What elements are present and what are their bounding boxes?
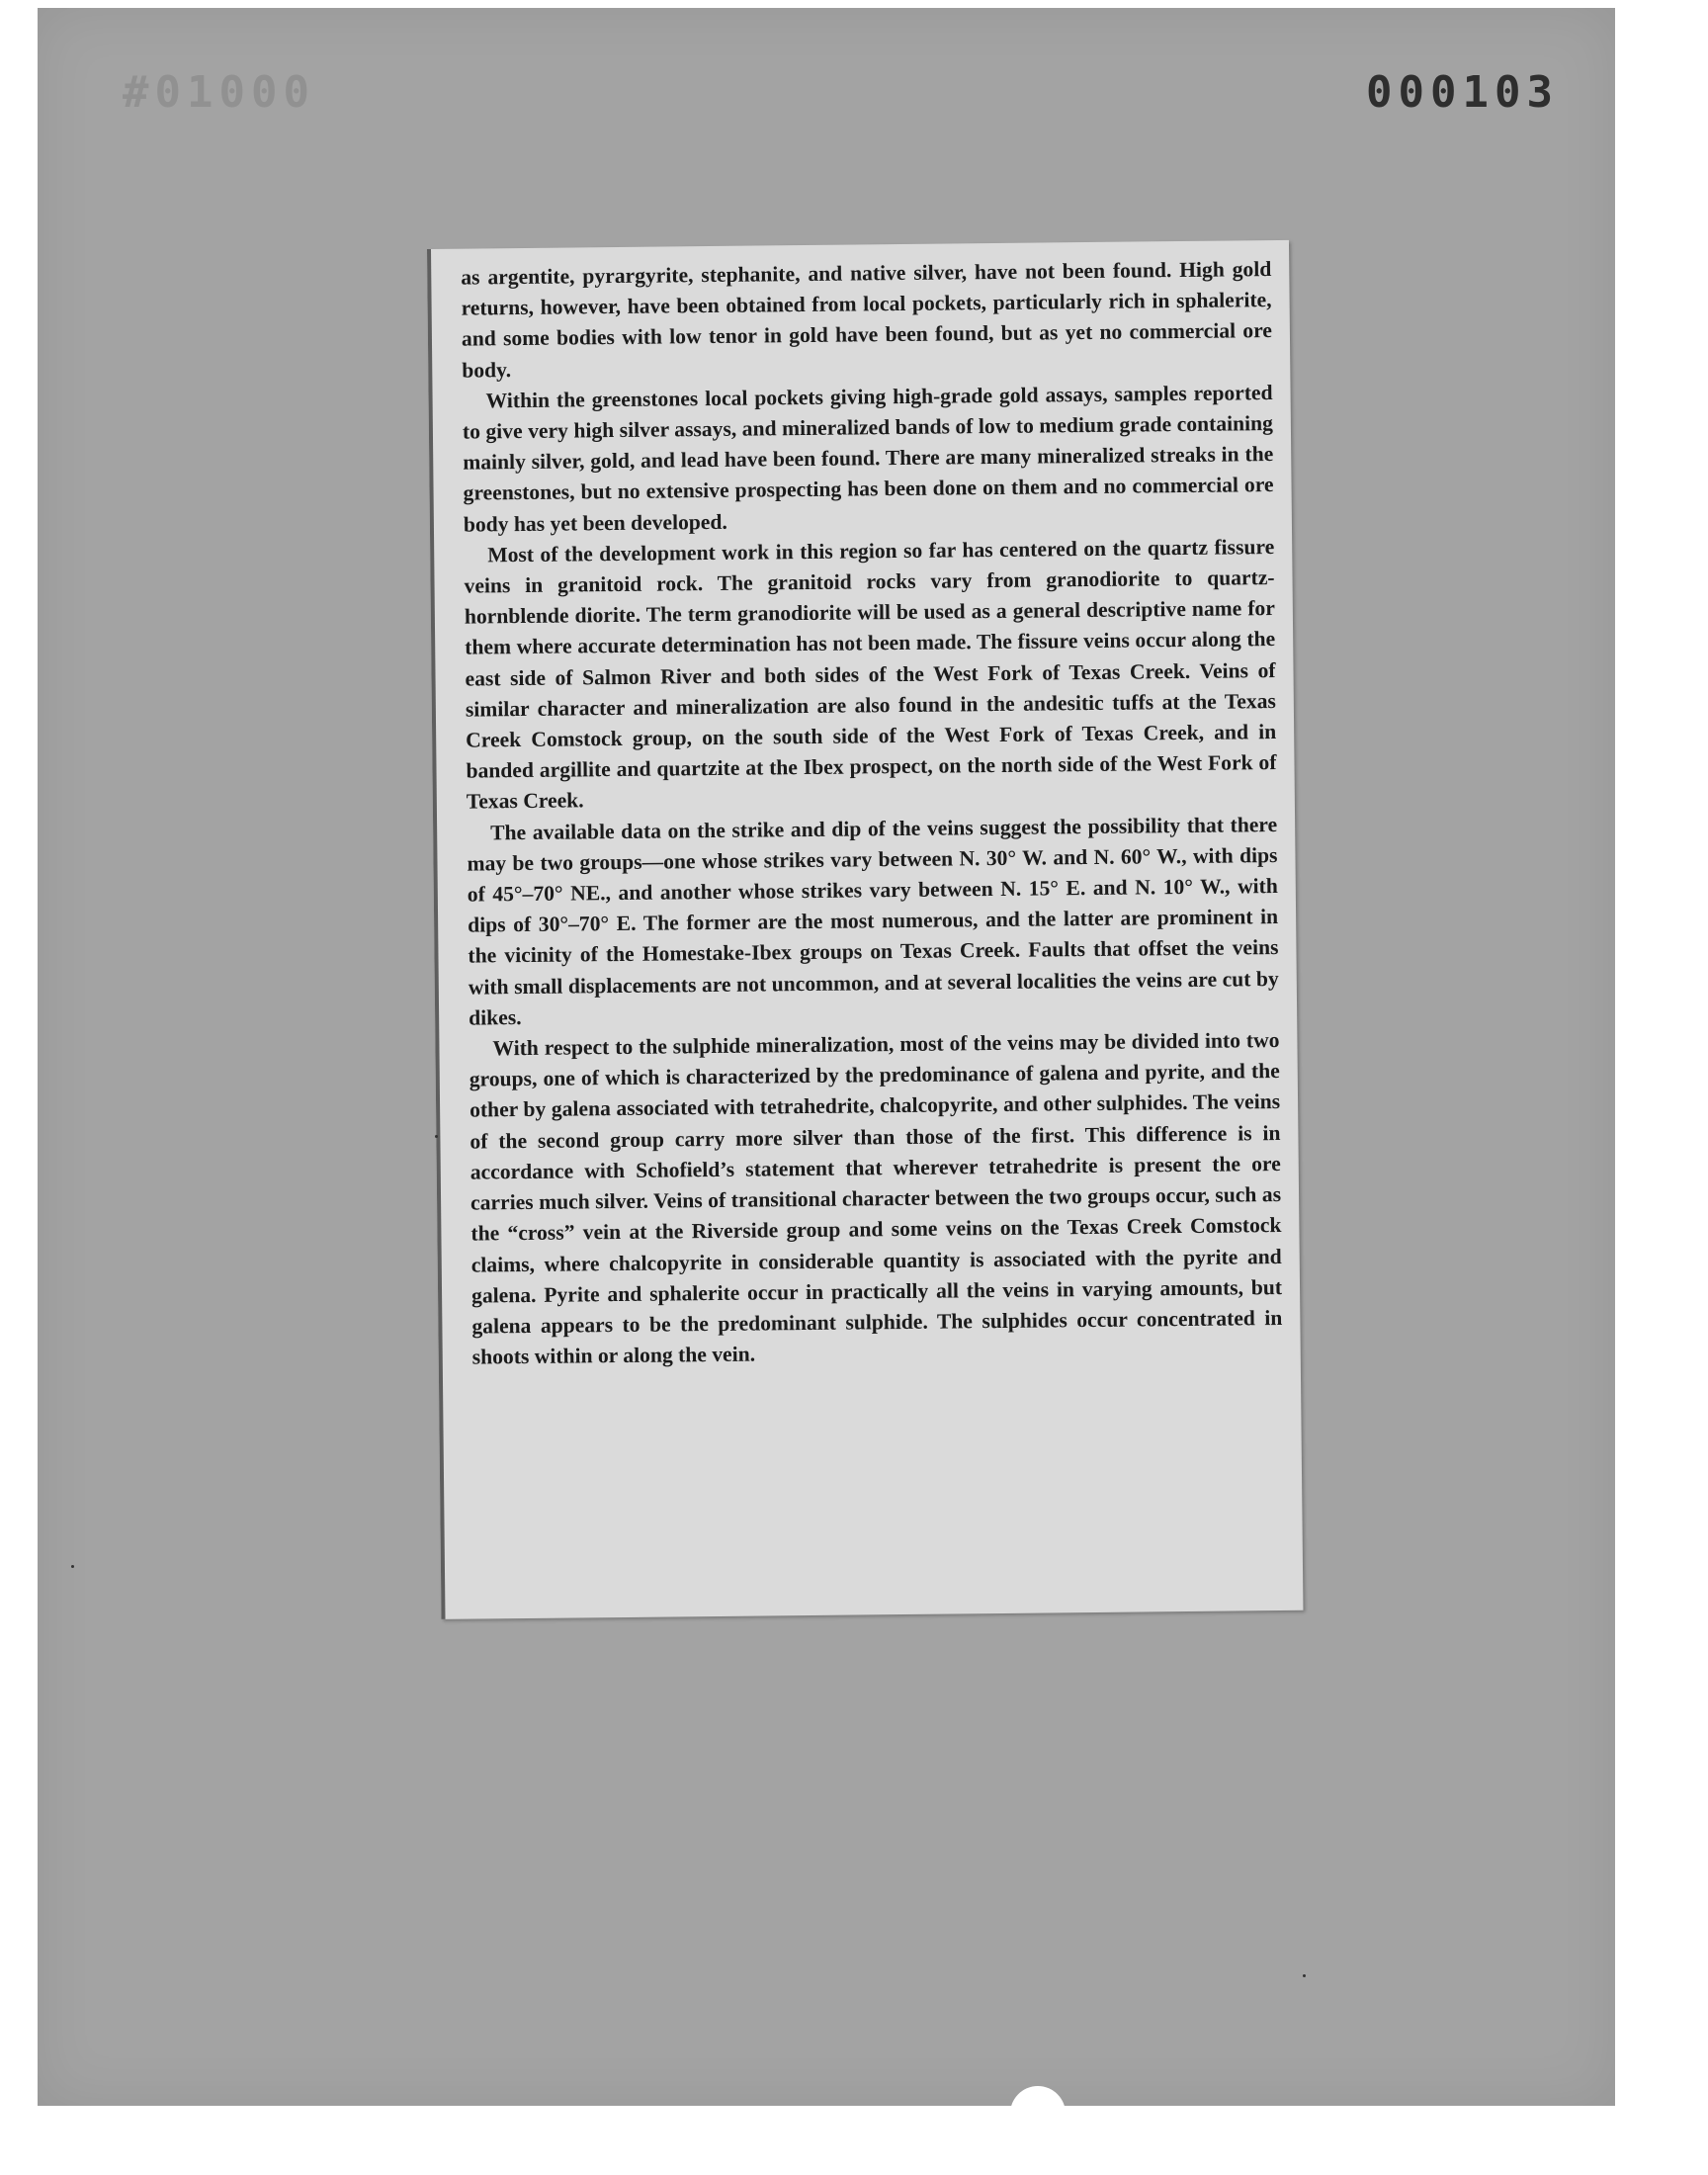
paragraph-1: as argentite, pyrargyrite, stephanite, and native silver, have not been found. High gold returns, however, have been obtained from local pockets, particularly rich in sphalerite, and some bodies with low tenor in gold have been found, but as yet no commercial ore body.: [461, 257, 1273, 383]
dust-speck: [1303, 1974, 1306, 1977]
paragraph-4: The available data on the strike and dip of the veins suggest the possibility that there may be two groups—one whose strikes vary between N. 30° W. and N. 60° W., with dips of 45°–70° NE., and another whose strikes vary between N. 15° E. and N. 10° W., with dips of 30°–70° E. The former are the most numerous, and the latter are prominent in the vicinity of the Homestake-Ibex groups on Texas Creek. Faults that offset the veins with small displacements are not uncommon, and at several localities the veins are cut by dikes.: [467, 812, 1279, 1030]
paragraph-5: With respect to the sulphide mineralization, most of the veins may be divided into two groups, one of which is characterized by the predominance of galena and pyrite, and the other by galena associated with tetrahedrite, chalcopyrite, and other sulphides. The veins of the second group carry more silver than those of the first. This difference is in accordance with Schofield’s statement that wherever tetrahedrite is present the ore carries much silver. Veins of transitional character between the two groups occur, such as the “cross” vein at the Riverside group and some veins on the Texas Creek Comstock claims, where chalcopyrite in considerable quantity is associated with the pyrite and galena. Pyrite and sphalerite occur in practically all the veins in varying amounts, but galena appears to be the predominant sulphide. The sulphides occur concentrated in shoots within or along the vein.: [469, 1028, 1283, 1369]
text-clipping: [427, 240, 1303, 1619]
paragraph-2: Within the greenstones local pockets giving high-grade gold assays, samples reported to give very high silver assays, and mineralized bands of low to medium grade containing mainly silver, gold, and lead have been found. There are many mineralized streaks in the greenstones, but no extensive prospecting has been done on them and no commercial ore body has yet been developed.: [462, 380, 1274, 537]
clipping-body: [461, 254, 1283, 1373]
dust-speck: [71, 1565, 74, 1568]
faint-document-number-stamp: #01000: [123, 67, 315, 118]
paragraph-3: Most of the development work in this region so far has centered on the quartz fissure veins in granitoid rock. The granitoid rocks vary from granodiorite to quartz-hornblende diorite. The term granodiorite will be used as a general descriptive name for them where accurate determination has not been made. The fissure veins occur along the east side of Salmon River and both sides of the West Fork of Texas Creek. Veins of similar character and mineralization are also found in the andesitic tuffs at the Texas Creek Comstock group, on the south side of the West Fork of Texas Creek, and in banded argillite and quartzite at the Ibex prospect, on the north side of the West Fork of Texas Creek.: [464, 534, 1277, 815]
dust-speck: [435, 1135, 438, 1138]
page-number-stamp: 000103: [1366, 67, 1559, 118]
